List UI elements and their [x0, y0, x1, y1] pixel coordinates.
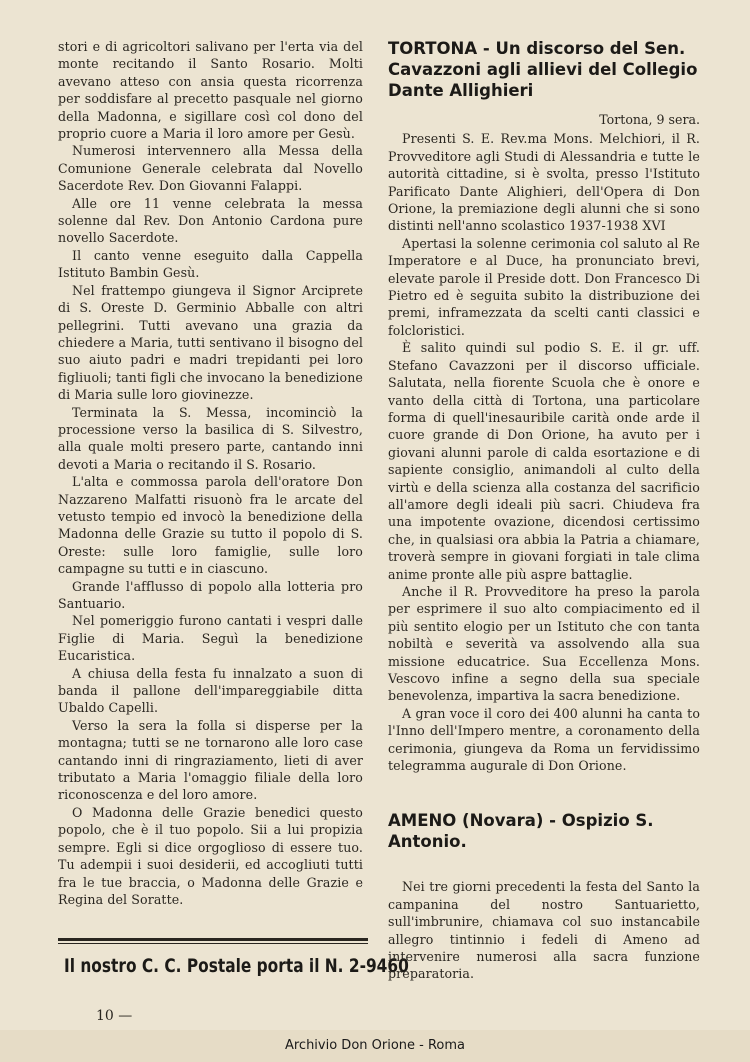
article-heading-tortona: TORTONA - Un discorso del Sen. Cavazzoni agli allievi del Collegio Dante Allighieri	[388, 39, 698, 100]
paragraph: Nei tre giorni precedenti la festa del Santo la campanina del nostro Santuarietto, sull'imbrunire, chiamava col suo instancabile allegro tintinnio i fedeli di Ameno ad intervenire numerosi alla sacra funzione preparatoria.	[388, 879, 700, 982]
paragraph: Il canto venne eseguito dalla Cappella Istituto Bambin Gesù.	[58, 247, 363, 281]
paragraph: stori e di agricoltori salivano per l'erta via del monte recitando il Santo Rosario. Molti avevano atteso con ansia questa ricorrenza per soddisfare al precetto pasquale nel giorno della Madonna, e sigillare così col dono del proprio cuore a Maria il loro amore per Gesù.	[58, 39, 363, 142]
paragraph: L'alta e commossa parola dell'oratore Don Nazzareno Malfatti risuonò fra le arcate del vetusto tempio ed invocò la benedizione della Madonna delle Grazie su tutto il popolo di S. Oreste: sulle loro famiglie, sulle loro campagne su tutti e in ciascuno.	[58, 474, 363, 577]
paragraph: Apertasi la solenne cerimonia col saluto al Re Imperatore e al Duce, ha pronunciato brevi, elevate parole il Preside dott. Don Francesco Di Pietro ed è seguita subito la distribuzione dei premi, inframezzata da scelti canti classici e folcloristici.	[388, 235, 700, 338]
paragraph: Presenti S. E. Rev.ma Mons. Melchiori, il R. Provveditore agli Studi di Alessandria e tutte le autorità cittadine, si è svolta, presso l'Istituto Parificato Dante Alighieri, dell'Opera di Don Orione, la premiazione degli alunni che si sono distinti nell'anno scolastico 1937-1938 XVI	[388, 131, 700, 234]
paragraph: Verso la sera la folla si disperse per la montagna; tutti se ne tornarono alle loro case cantando inni di ringraziamento, lieti di aver tributato a Maria l'omaggio filiale della loro riconoscenza e del loro amore.	[58, 717, 363, 803]
paragraph: Anche il R. Provveditore ha preso la parola per esprimere il suo alto compiacimento ed il più sentito elogio per un Istituto che con tanta nobiltà e severità va assolvendo alla sua missione educatrice. Sua Eccellenza Mons. Vescovo infine a segno della sua speciale benevolenza, impartiva la sacra benedizione.	[388, 583, 700, 704]
right-column	[388, 38, 700, 983]
page-number-value: 10	[96, 1008, 114, 1024]
postale-notice: Il nostro C. C. Postale porta il N. 2-9460	[64, 955, 409, 977]
paragraph: A chiusa della festa fu innalzato a suon di banda il pallone dell'impareggiabile ditta Ubaldo Capelli.	[58, 665, 363, 716]
paragraph: È salito quindi sul podio S. E. il gr. uff. Stefano Cavazzoni per il discorso ufficiale. Salutata, nella fiorente Scuola che è onore e vanto della città di Tortona, una particolare forma di quell'inesauribile carità onde arde il cuore grande di Don Orione, ha avuto per i giovani alunni parole di calda esortazione e di sapiente consiglio, animandoli al culto della virtù e della scienza alla costanza del sacrificio all'amore degli ideali più sacri. Chiudeva fra una impotente ovazione, dicendosi certissimo che, in qualsiasi ora abbia la Patria a chiamare, troverà sempre in giovani forgiati in tale clima anime pronte alle più aspre battaglie.	[388, 340, 700, 582]
left-column	[58, 38, 363, 908]
paragraph: O Madonna delle Grazie benedici questo popolo, che è il tuo popolo. Sii a lui propizia sempre. Egli si dice orgoglioso di essere tuo. Tu adempii i suoi desiderii, ed accogliuti tutti fra le tue braccia, o Madonna delle Grazie e Regina del Soratte.	[58, 804, 363, 907]
dateline: Tortona, 9 sera.	[599, 112, 700, 127]
paragraph: Numerosi intervennero alla Messa della Comunione Generale celebrata dal Novello Sacerdote Rev. Don Giovanni Falappi.	[58, 143, 363, 194]
paragraph: Grande l'afflusso di popolo alla lotteria pro Santuario.	[58, 578, 363, 611]
archive-footer: Archivio Don Orione - Roma	[0, 1030, 750, 1062]
paragraph: A gran voce il coro dei 400 alunni ha canta to l'Inno dell'Impero mentre, a coronamento della cerimonia, giungeva da Roma un fervidissimo telegramma augurale di Don Orione.	[388, 705, 700, 774]
paragraph: Nel pomeriggio furono cantati i vespri dalle Figlie di Maria. Seguì la benedizione Eucaristica.	[58, 613, 363, 664]
paragraph: Alle ore 11 venne celebrata la messa solenne dal Rev. Don Antonio Cardona pure novello Sacerdote.	[58, 195, 363, 246]
divider-rule	[58, 938, 368, 941]
paragraph: Terminata la S. Messa, incominciò la processione verso la basilica di S. Silvestro, alla quale molti presero parte, cantando inni devoti a Maria o recitando il S. Rosario.	[58, 404, 363, 472]
divider-rule	[58, 943, 368, 944]
article-heading-ameno: AMENO (Novara) - Ospizio S. Antonio.	[388, 811, 654, 852]
paragraph: Nel frattempo giungeva il Signor Arciprete di S. Oreste D. Germinio Abballe con altri pellegrini. Tutti avevano una grazia da chiedere a Maria, tutti sentivano il bisogno del suo aiuto padri e madri trepidanti pei loro figliuoli; tanti figli che invocano la benedizione di Maria sulle loro giovinezze.	[58, 282, 363, 403]
page-number: 10 —	[96, 1008, 133, 1024]
